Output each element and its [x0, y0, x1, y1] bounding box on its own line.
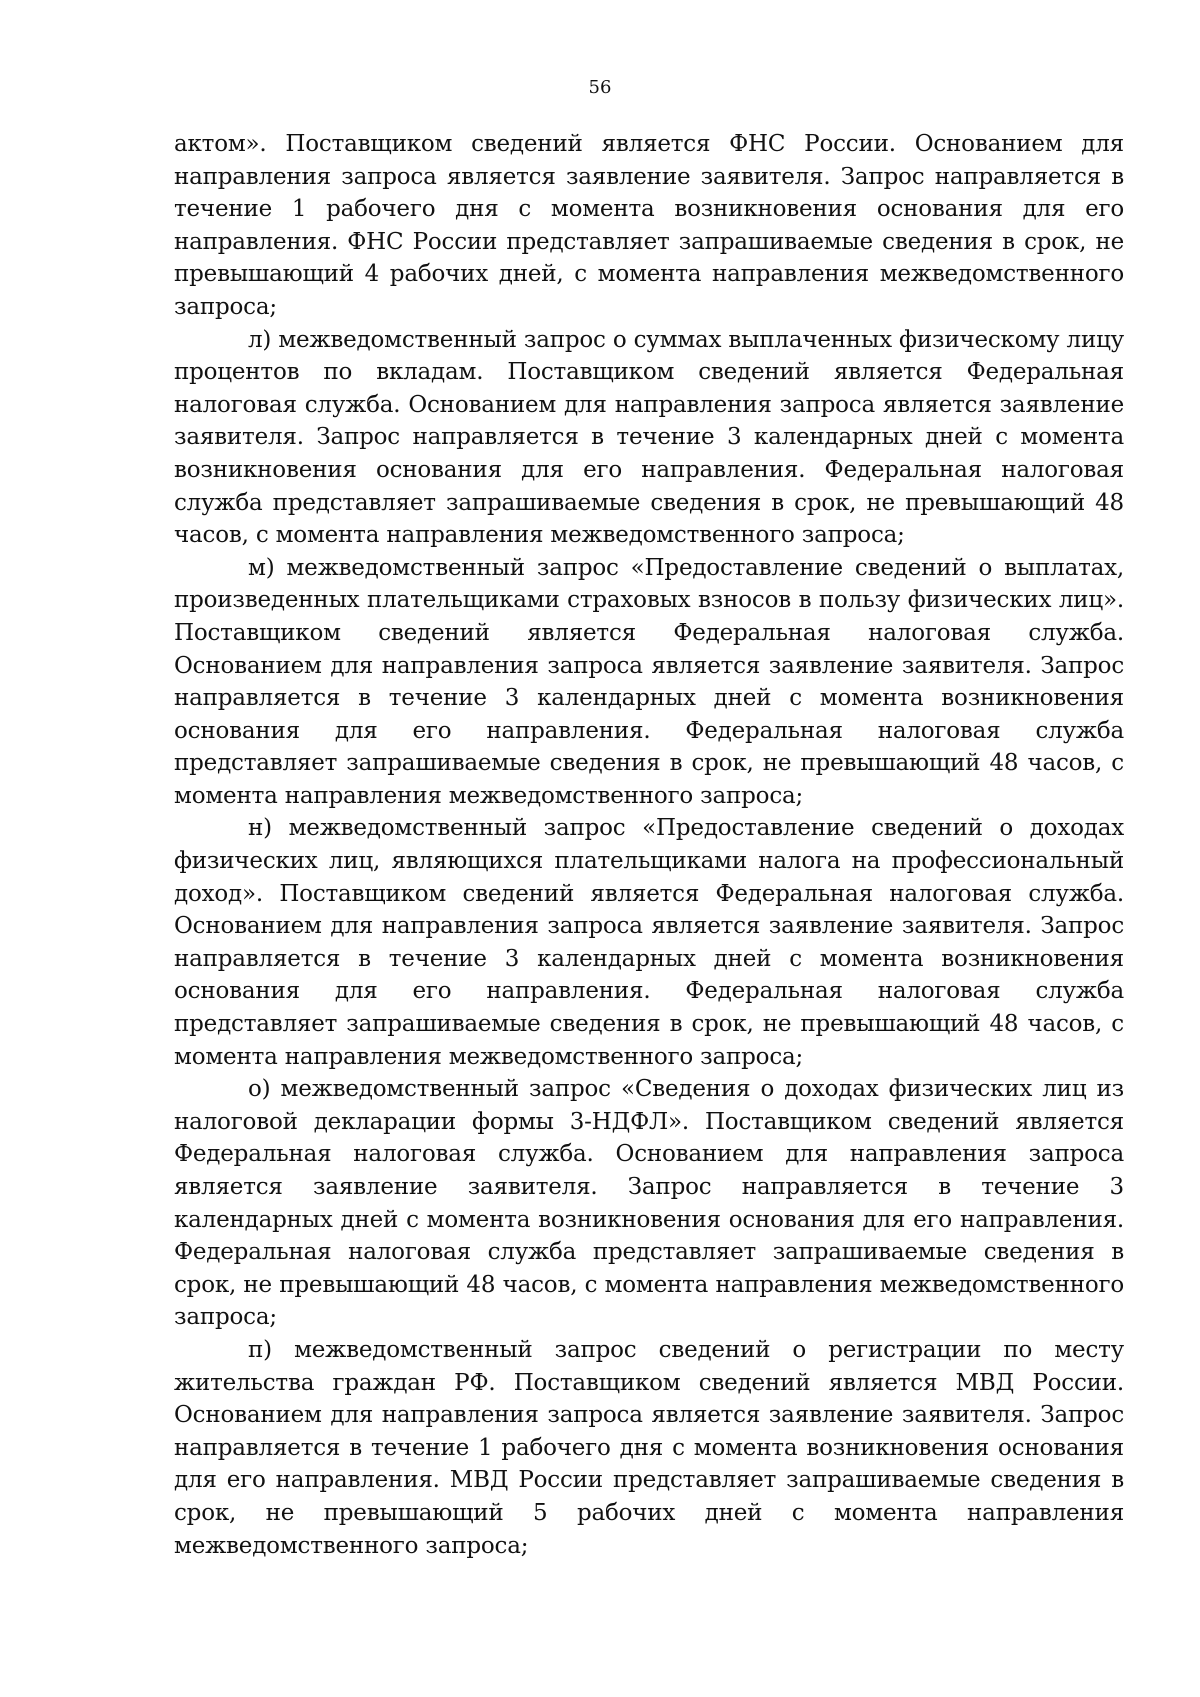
- paragraph-item-o: о) межведомственный запрос «Сведения о доходах физических лиц из налоговой декларации формы 3-НДФЛ». Поставщиком сведений является Федеральная налоговая служба. Основанием для направления запроса является заявление заявителя. Запрос направляется в течение 3 календарных дней с момента возникновения основания для его направления. Федеральная налоговая служба представляет запрашиваемые сведения в срок, не превышающий 48 часов, с момента направления межведомственного запроса;: [174, 1076, 1124, 1331]
- document-body: [174, 128, 1124, 1562]
- paragraph-item-l: л) межведомственный запрос о суммах выплаченных физическому лицу процентов по вкладам. Поставщиком сведений является Федеральная налоговая служба. Основанием для направления запроса является заявление заявителя. Запрос направляется в течение 3 календарных дней с момента возникновения основания для его направления. Федеральная налоговая служба представляет запрашиваемые сведения в срок, не превышающий 48 часов, с момента направления межведомственного запроса;: [174, 326, 1124, 549]
- paragraph-item-n: н) межведомственный запрос «Предоставление сведений о доходах физических лиц, являющихся плательщиками налога на профессиональный доход». Поставщиком сведений является Федеральная налоговая служба. Основанием для направления запроса является заявление заявителя. Запрос направляется в течение 3 календарных дней с момента возникновения основания для его направления. Федеральная налоговая служба представляет запрашиваемые сведения в срок, не превышающий 48 часов, с момента направления межведомственного запроса;: [174, 815, 1124, 1070]
- page-number: 56: [588, 77, 612, 98]
- paragraph-item-p: п) межведомственный запрос сведений о регистрации по месту жительства граждан РФ. Поставщиком сведений является МВД России. Основанием для направления запроса является заявление заявителя. Запрос направляется в течение 1 рабочего дня с момента возникновения основания для его направления. МВД России представляет запрашиваемые сведения в срок, не превышающий 5 рабочих дней с момента направления межведомственного запроса;: [174, 1336, 1124, 1559]
- paragraph-item-m: м) межведомственный запрос «Предоставление сведений о выплатах, произведенных плательщиками страховых взносов в пользу физических лиц». Поставщиком сведений является Федеральная налоговая служба. Основанием для направления запроса является заявление заявителя. Запрос направляется в течение 3 календарных дней с момента возникновения основания для его направления. Федеральная налоговая служба представляет запрашиваемые сведения в срок, не превышающий 48 часов, с момента направления межведомственного запроса;: [174, 554, 1124, 809]
- paragraph-continuation: актом». Поставщиком сведений является ФНС России. Основанием для направления запроса является заявление заявителя. Запрос направляется в течение 1 рабочего дня с момента возникновения основания для его направления. ФНС России представляет запрашиваемые сведения в срок, не превышающий 4 рабочих дней, с момента направления межведомственного запроса;: [174, 131, 1124, 320]
